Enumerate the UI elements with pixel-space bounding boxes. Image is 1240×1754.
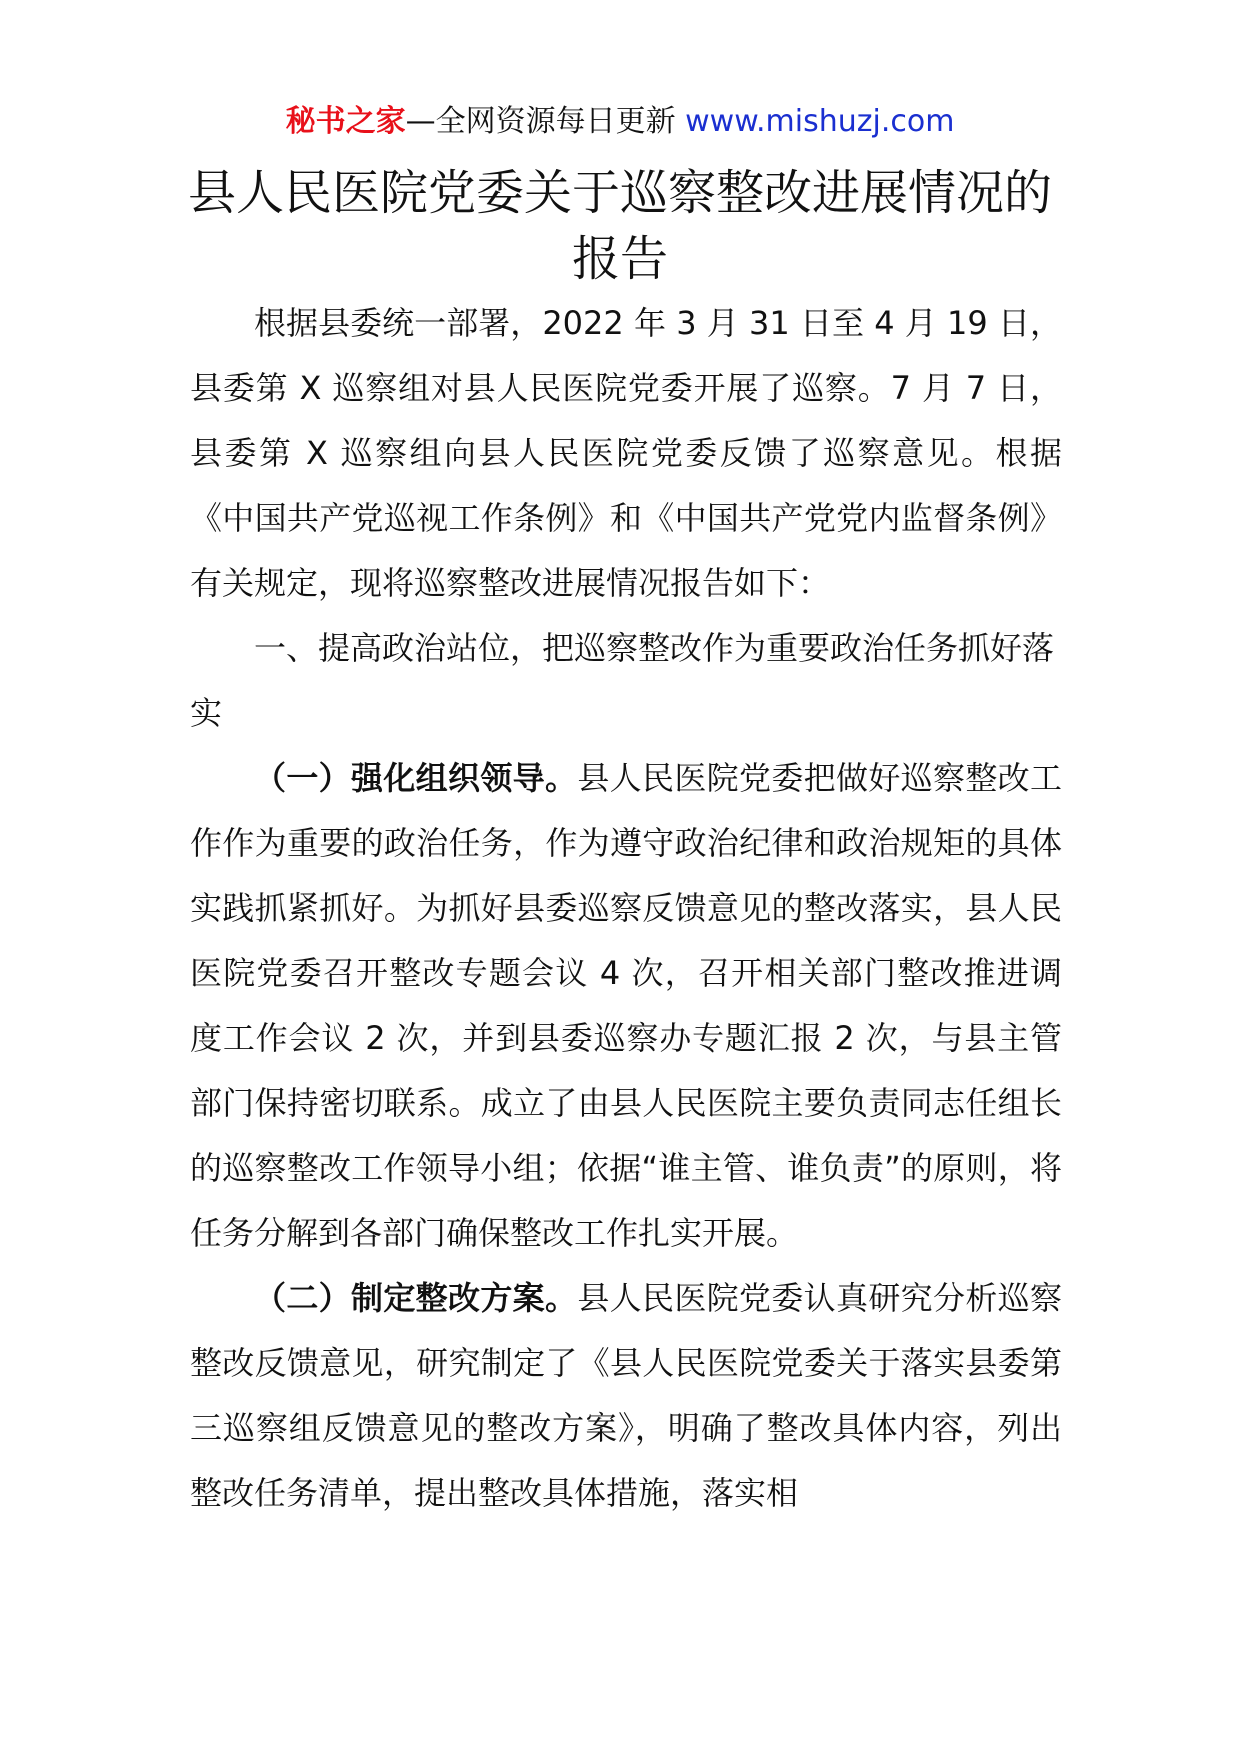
title-line-1: 县人民医院党委关于巡察整改进展情况的 [187, 165, 1052, 221]
document-body [190, 291, 1062, 1526]
item-lead-1: （一）强化组织领导。 [254, 759, 578, 797]
item-lead-2: （二）制定整改方案。 [254, 1279, 578, 1317]
brand-name: 秘书之家 [285, 104, 406, 139]
title-line-2: 报告 [571, 231, 668, 287]
item-paragraph-1 [190, 746, 1062, 1266]
header-banner [0, 100, 1240, 144]
item-text-1: 县人民医院党委把做好巡察整改工作作为重要的政治任务，作为遵守政治纪律和政治规矩的具体实践抓紧抓好。为抓好县委巡察反馈意见的整改落实，县人民医院党委召开整改专题会议 4 次，召开相关部门整改推进调度工作会议 2 次，并到县委巡察办专题汇报 2 次，与县主管部门保持密切联系。成立了由县人民医院主要负责同志任组长的巡察整改工作领导小组；依据“谁主管、谁负责”的原则，将任务分解到各部门确保整改工作扎实开展。 [190, 759, 1062, 1252]
item-text-2: 县人民医院党委认真研究分析巡察整改反馈意见，研究制定了《县人民医院党委关于落实县委第三巡察组反馈意见的整改方案》，明确了整改具体内容，列出整改任务清单，提出整改具体措施，落实相 [190, 1279, 1062, 1512]
document-title [180, 160, 1060, 292]
banner-tagline: —全网资源每日更新 [405, 104, 686, 139]
item-paragraph-2 [190, 1266, 1062, 1526]
website-link[interactable]: www.mishuzj.com [685, 104, 955, 139]
intro-paragraph: 根据县委统一部署，2022 年 3 月 31 日至 4 月 19 日，县委第 X 巡察组对县人民医院党委开展了巡察。7 月 7 日，县委第 X 巡察组向县人民医院党委反馈了巡察意见。根据《中国共产党巡视工作条例》和《中国共产党党内监督条例》有关规定，现将巡察整改进展情况报告如下： [190, 304, 1062, 602]
section-heading-1: 一、提高政治站位，把巡察整改作为重要政治任务抓好落实 [190, 629, 1055, 732]
